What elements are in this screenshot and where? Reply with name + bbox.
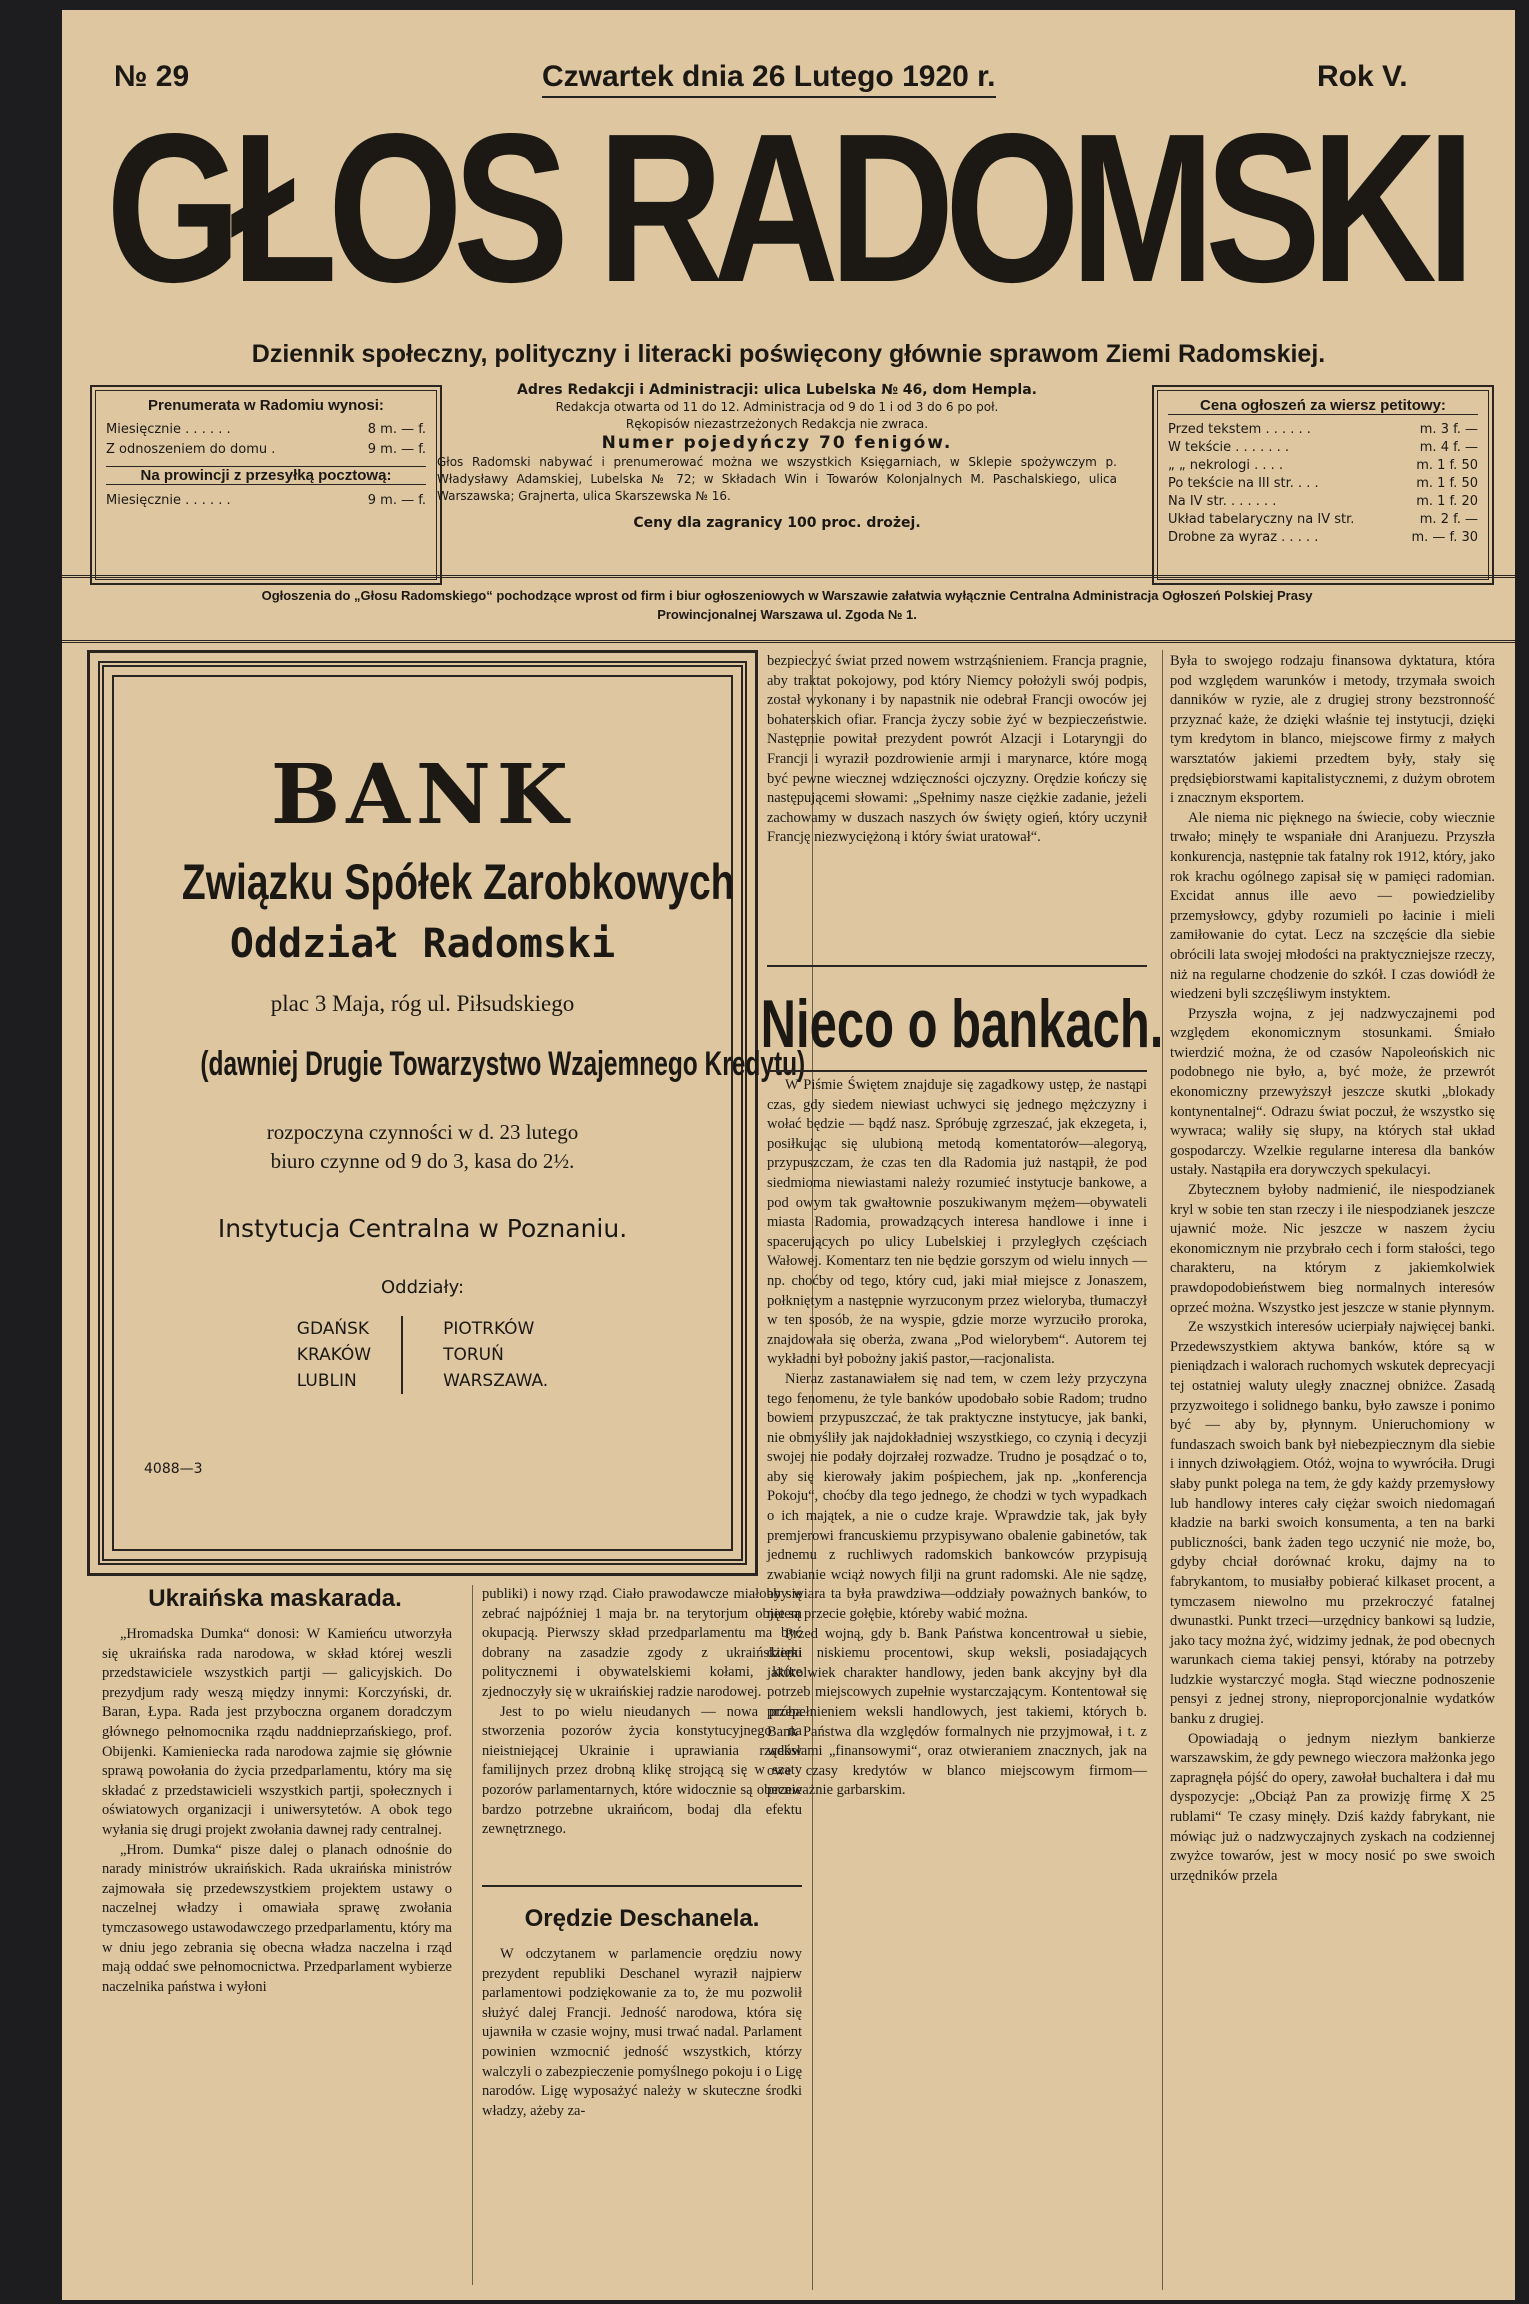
- sales-points: Głos Radomski nabywać i prenumerować można we wszystkich Księgarniach, w Sklepie spożywczym p. Władysławy Adamskiej, Lubelska № 72; w Składach Win i Towarów Kolonjalnych M. Paschalskiego, ulica Warszawska; Grajnerta, ulica Skarszewska № 16.: [437, 455, 1117, 503]
- publisher-info: [437, 382, 1117, 532]
- subscription-heading-radom: Prenumerata w Radomiu wynosi:: [148, 397, 384, 414]
- ad-institution: Instytucja Centralna w Poznaniu.: [217, 1214, 628, 1243]
- ad-bank-name: Związku Spółek Zarobkowych: [181, 854, 735, 910]
- newspaper-subtitle: Dziennik społeczny, polityczny i literacki poświęcony głównie sprawom Ziemi Radomskiej.: [251, 340, 1326, 368]
- address: Adres Redakcji i Administracji: ulica Lubelska № 46, dom Hempla.: [517, 382, 1037, 398]
- subscription-row: Z odnoszeniem do domu . 9 m. — f.: [106, 442, 426, 457]
- ad-price-row: Układ tabelaryczny na IV str. m. 2 f. —: [1168, 512, 1478, 527]
- ad-branch: Oddział Radomski: [229, 921, 616, 967]
- ad-price-row: Na IV str. . . . . . . m. 1 f. 20: [1168, 494, 1478, 509]
- volume-year: Rok V.: [1317, 60, 1408, 93]
- ad-start: rozpoczyna czynności w d. 23 lutego: [266, 1120, 579, 1144]
- ad-branches-heading: Oddziały:: [380, 1277, 465, 1298]
- subscription-heading-province: Na prowincji z przesyłką pocztową:: [106, 466, 426, 485]
- headline-ukraine: Ukraińska maskarada.: [148, 1585, 402, 1612]
- advertisement-content: [112, 675, 806, 1551]
- article-deschanel-body: W odczytanem w parlamencie orędziu nowy prezydent republiki Deschanel wyraził najpierw parlamentowi podziękowanie za to, że mu pozwolił służyć dalej Francji. Jedność narodowa, która się ujawniła w czasie wojny, musi trwać nadal. Parlament powinien wzmocnić jedność wszystkich, którzy walczyli o zabezpieczenie pomyślnego pokoju i o Ligę narodów. Ligę wyposażyć należy w skuteczne środki władzy, ażeby za-: [482, 1946, 802, 2119]
- manuscripts-note: Rękopisów niezastrzeżonych Redakcja nie zwraca.: [625, 417, 929, 431]
- headline-deschanel: Orędzie Deschanela.: [524, 1905, 760, 1932]
- issue-date: Czwartek dnia 26 Lutego 1920 r.: [542, 60, 996, 98]
- ad-prices-box: [1152, 385, 1494, 585]
- column-france-continuation: bezpieczyć świat przed nowem wstrząśnieniem. Francja pragnie, aby traktat pokojowy, pod który Niemcy położyli swój podpis, został wykonany i by napastnik nie odebrał Francji owoców jej bohaterskich ofiar. Francja życzy sobie żyć w bezpieczeństwie. Następnie powitał prezydent powrót Alzacji i Lotaryngji do Francji i wyraził pozdrowienie armji i marynarce, które mogą być pewne wiecznej wdzięczności ojczyzny. Orędzie kończy się następującemi słowami: „Spełnimy nasze ciężkie zadanie, jeżeli zachowamy w duszach naszych ów święty ogień, który uczynił Francję niezwyciężoną i który świat uratował“.: [767, 653, 1147, 846]
- subscription-row: Miesięcznie . . . . . . 9 m. — f.: [106, 493, 426, 508]
- article-banks-body: W Piśmie Świętem znajduje się zagadkowy ustęp, że nastąpi czas, gdy siedem niewiast uchwyci się jednego mężczyzny i wołać będzie — bądź nasz. Spróbuję zgrzeszać, jak ekzegeta, i, posiłkując się ulubioną metodą komentatorów—alegoryą, przypuszczam, że czas ten dla Radomia już nastąpił, że pod siedmioma niewiastami należy rozumieć instytucje bankowe, a pod owym tak gwałtownie poszukiwanym mężem—obywateli miasta Radomia, prowadzących interesa handlowe i inne i spacerujących po ulicy Lubelskiej i przyległych częściach Wałowej. Komentarz ten nie będzie gorszym od wielu innych — np. choćby od tego, który cud, jaki miał miejsce z Jonaszem, połkniętym a następnie wyrzuconym przez wieloryba, tłumaczył w ten sposób, że na wyspie, gdzie morze wyrzuciło proroka, znajdowała się oberża, zwana „Pod wielorybem“. Autorem tej wykładni był pobożny jakiś pastor,—racjonalista. Nieraz zastanawiałem się nad tem, w czem leży przyczyna tego fenomenu, że tyle banków upodobało sobie Radom; trudno bowiem przypuszczać, że tak praktyczne instytucye, jak banki, nie obmyśliły jak najdokładniej wszystkiego, co czynią i decyzji swojej nie podały dojrzałej rozwadze. Trudno je posądzać o to, aby się kierowały jakim pośpiechem, jak np. „konferencja Pokoju“, choćby dla tego jednego, że chodzi w tych wypadkach o ich majątek, a nie o cudze kraje. Wprawdzie tak, jak były premjerowi francuskiemu przypisywano obalenie gabinetów, tak jednemu z ruchliwych radomskich bankowców przypisują zwabianie wciąż nowych filji na grunt radomski. Ale nie sądzę, aby wiara ta była prawdziwa—oddziały poważnych banków, to nie są przecie gołębie, któreby wabić można. Przed wojną, gdy b. Bank Państwa koncentrował u siebie, dzięki niskiemu procentowi, skup weksli, posiadających jakikolwiek charakter handlowy, jeden bank akcyjny był dla potrzeb miejscowych zupełnie wystarczającym. Kontentował się przepełnieniem weksli handlowych, jest takiemi, których b. Bank Państwa dla względów formalnych nie przyjmował, i t. z wekslami „finansowymi“, oraz otwieraniem znacznych, jak na owe czasy kredytów w blanco miejscowym firmom—przeważnie garbarskim.: [767, 1077, 1147, 1799]
- ad-price-row: Drobne za wyraz . . . . . m. — f. 30: [1168, 530, 1478, 545]
- single-copy-price: Numer pojedyńczy 70 fenigów.: [601, 433, 953, 453]
- foreign-prices: Ceny dla zagranicy 100 proc. drożej.: [633, 515, 921, 531]
- ad-price-row: Przed tekstem . . . . . . m. 3 f. —: [1168, 422, 1478, 437]
- ad-price-row: Po tekście na III str. . . . m. 1 f. 50: [1168, 476, 1478, 491]
- ad-prices-heading: Cena ogłoszeń za wiersz petitowy:: [1168, 397, 1478, 415]
- bank-advertisement: [87, 650, 806, 1576]
- article-ukraine-body: „Hromadska Dumka“ donosi: W Kamieńcu utworzyła się ukraińska rada narodowa, w skład której weszli przedstawiciele wszystkich partji — galicyjskich. Do prezydjum rady weszą między innymi: Korczyński, dr. Baran, Łypa. Rada jest przyboczna organem doradczym głównego pełnomocnika rządu naddnieprzańskiego, prof. Obijenki. Kamieniecka rada narodowa zajmie się głównie sprawą powołania do życia przedparlamentu, który ma się składać z przedstawicieli wszystkich partji, społecznych i oświatowych organizacji i uniwersytetów. A obok tego wyłania się drugi projekt zwołania dawnej rady centralnej. „Hrom. Dumka“ pisze dalej o planach odnośnie do narady ministrów ukraińskich. Rada ukraińska ministrów zajmowała się przedewszystkiem projektem ustawy o naczelnej władzy i omawiała sprawę zwołania tymczasowego ustawodawczego przedparlamentu, który ma w dniu jego zebrania się obecna władza naczelna i rząd mają oddać swe pełnomocnictwa. Przedparlament wybierze naczelnika państwa i wyłoni: [102, 1626, 452, 1995]
- ad-hours: biuro czynne od 9 do 3, kasa do 2½.: [270, 1149, 575, 1173]
- ad-price-row: „ „ nekrologi . . . . m. 1 f. 50: [1168, 458, 1478, 473]
- column-banks-continuation: Była to swojego rodzaju finansowa dyktatura, która pod względem warunków i metody, trzymała swoich danników w ryzie, ale z drugiej strony bezstronność przyznać każe, że dzięki właśnie tej instytucji, dzięki tym kredytom in blanco, miejscowe firmy z małych warsztatów jakiemi przedtem były, stały się prędsiębiorstwami kapitalistycznemi, z dużym obrotem i znacznym eksportem. Ale niema nic pięknego na świecie, coby wiecznie trwało; minęły te wspaniałe dni Aranjuezu. Przyszła konkurencja, następnie tak fatalny rok 1912, który, jako rok krachu ogólnego zapisał się w pamięci radomian. Excidat annus ille aevo — powiedzieliby przemysłowcy, gdyby rozumieli po łacinie i mieli zamiłowanie do cytat. Lecz na szczęście dla siebie obrócili lata swojej młodości na praktyczniejsze rzeczy, niż na regularne chodzenie do szkół. I czas dowiódł że wiedzeni byli szczęśliwym instyktem. Przyszła wojna, z jej nadzwyczajnemi pod względem ekonomicznym stosunkami. Śmiało twierdzić można, że od czasów Napoleońskich nic podobnego nie było, a, być może, że przewrót ekonomiczny przewyższył jeszcze skutki „blokady kontynentalnej“. Odrazu świat poczuł, że wszystko się wywraca; waliły się słupy, na których stał układ gospodarczy. Wzelkie regularne interesa dla banków ustały. Nastąpiła era dorywczych spekulacyi. Zbytecznem byłoby nadmienić, ile niespodzianek kryl w sobie ten stan rzeczy i ile niespodzianek jeszcze ujawnić może. Nic jeszcze w naszem życiu ekonomicznym nie przybrało cech i form stałości, tego charakteru, na którym z jakiemkolwiek prawdopodobieństwem bieg normalnych interesów oprzeć można. Wszystko jest jeszcze w stanie płynnym. Ze wszystkich interesów ucierpiały najwięcej banki. Przedewszystkiem aktywa banków, które są w pieniądzach i walorach ruchomych wskutek deprecyacji tej ostatniej waluty uległy znacznej obniżce. Zasadą przyzwoitego i solidnego banku, było zawsze i ponimo być — aby by, płynnym. Unieruchomiony w fundaszach swoich bank był niebezpiecznym dla siebie i innych dziwołągiem. Otóż, wojna to wywróciła. Drugi słaby punkt polega na tem, że gdy każdy przemysłowy lub handlowy interes cały ciężar swoich niedomagań kładzie na barki swoich konsumenta, a ten na barki publiczności, bank żaden tego uczynić nie może, bo, gdyby chciał dorównać kroku, dajmy na to fabrykantom, to musiałby pobierać kilkaset procent, a tymczasem niewolno mu przekroczyć fatalnej dwunastki. Punkt trzeci—urzędnicy bankowi są ludzie, jako tacy można żyć, widzimy jednak, że pod obecnych warunkach ciema takiej pensyi, któraby na potrzeby ludzkie wystarczyć mogła. Stąd wieczne podnoszenie pensyi z jednej strony, nieproporcjonalnie wydatków banku z drugiej. Opowiadają o jednym niezłym bankierze warszawskim, że gdy pewnego wieczora małżonka jego zapragnęła pójść do opery, zawołał buchaltera i dał mu dyspozycje: „Obciąż Pan za prowizję firmę X 25 rublami“ Te czasy minęły. Dziś każdy fabrykant, nie mówiąc już o nadzwyczajnych zyskach na codziennej zwyżce towarów, jest w mocy nosić po swe swoich urzędników przela: [1170, 653, 1495, 1884]
- column-ukraine-continuation: publiki) i nowy rząd. Ciało prawodawcze miałoby się zebrać najpóźniej 1 maja br. na terytorjum objętem okupacją. Pierwszy skład przedparlamentu ma być dobrany na zasadzie zgody z ukraińskiemi politycznemi i obywatelskiemi kołami, które zjednoczyły się w ukraińskiej radzie narodowej. Jest to po wielu nieudanych — nowa próba stworzenia pozorów życia konstytucyjnego na nieistniejącej Ukrainie i uprawiania rządów familijnych przez drobną klikę strojącą się w szaty pozorów parlamentarnych, które widocznie są obecnie bardzo potrzebne ukraińcom, bodaj dla efektu zewnętrznego.: [482, 1586, 802, 1838]
- ad-code: 4088—3: [144, 1461, 203, 1477]
- headline-banks: Nieco o bankach.: [760, 986, 1164, 1062]
- ad-branches-list: GDAŃSK KRAKÓW LUBLIN PIOTRKÓW TORUŃ WARSZAWA.: [114, 1316, 731, 1394]
- ad-address: plac 3 Maja, róg ul. Piłsudskiego: [270, 991, 575, 1016]
- ad-bank-title: BANK: [270, 747, 575, 843]
- newspaper-page: [62, 10, 1515, 2300]
- subscription-row: Miesięcznie . . . . . . 8 m. — f.: [106, 422, 426, 437]
- ad-former-name: (dawniej Drugie Towarzystwo Wzajemnego Kredytu): [200, 1045, 806, 1083]
- notice-divider: [62, 640, 1515, 643]
- office-hours: Redakcja otwarta od 11 do 12. Administracja od 9 do 1 i od 3 do 6 po poł.: [555, 400, 999, 414]
- ad-price-row: W tekście . . . . . . . m. 4 f. —: [1168, 440, 1478, 455]
- newspaper-title: GŁOS RADOMSKI: [106, 89, 1466, 326]
- issue-number: № 29: [114, 60, 190, 93]
- advertising-notice: Ogłoszenia do „Głosu Radomskiego“ pochodzące wprost od firm i biur ogłoszeniowych w Warszawie załatwia wyłącznie Centralna Administracja Ogłoszeń Polskiej Prasy Prowincjonalnej Warszawa ul. Zgoda № 1.: [261, 588, 1313, 622]
- masthead-divider: [62, 575, 1515, 578]
- subscription-box: [90, 385, 442, 585]
